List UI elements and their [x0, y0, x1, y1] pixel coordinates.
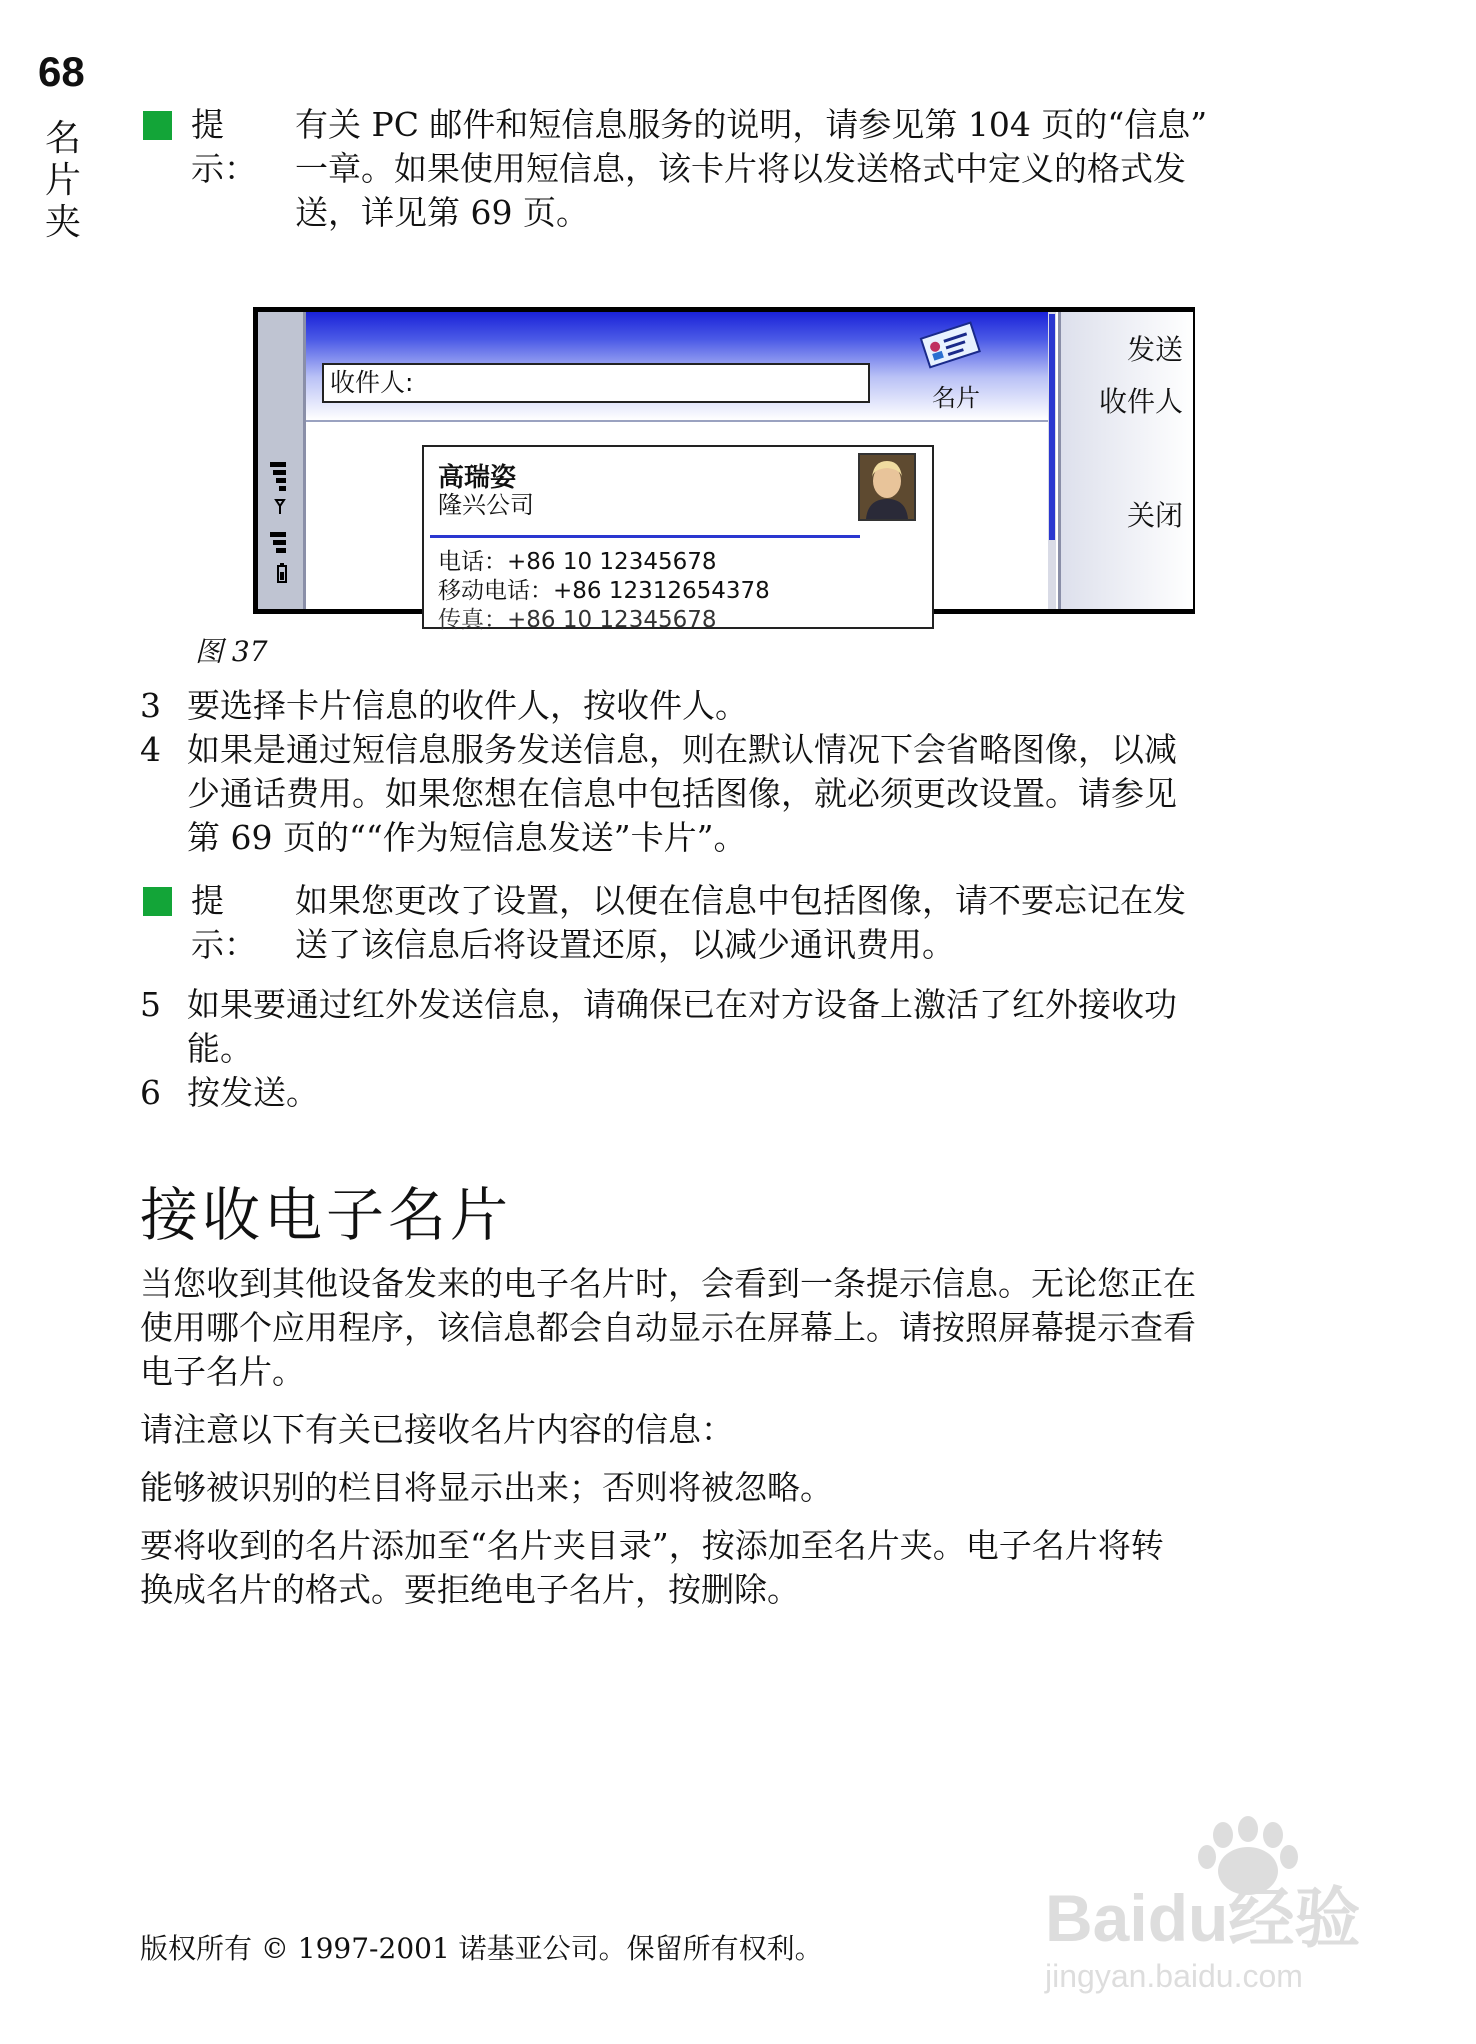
contact-fax: 传真：+86 10 12345678 [438, 607, 717, 633]
chapter-side-label: 名片夹 [44, 118, 81, 243]
recipient-button[interactable]: 收件人 [1098, 385, 1183, 418]
contact-mobile: 移动电话：+86 12312654378 [438, 578, 770, 604]
step-text: 少通话费用。如果您想在信息中包括图像，就必须更改设置。请参见 [187, 774, 1177, 813]
step-number: 3 [140, 686, 161, 725]
tip-marker-icon [143, 111, 172, 140]
paragraph-text-part: 。 [767, 1570, 800, 1609]
section-title: 接收电子名片 [140, 1181, 513, 1249]
contact-photo [858, 453, 916, 521]
paragraph-2 [140, 1408, 734, 1452]
step-number: 4 [140, 730, 161, 769]
contact-card [422, 445, 934, 633]
tip-label: 提示： [191, 105, 257, 188]
step-6 [140, 1071, 319, 1115]
contact-name: 高瑞姿 [438, 463, 517, 493]
step-number: 6 [140, 1073, 161, 1112]
ui-term: 发送 [220, 1073, 286, 1112]
watermark-brand: Baidu经验 [1045, 1881, 1361, 1955]
step-4 [140, 728, 1177, 860]
status-bar [258, 312, 306, 609]
step-text [187, 684, 748, 728]
copyright-footer: 版权所有 © 1997-2001 诺基亚公司。保留所有权利。 [140, 1932, 823, 1965]
message-header [306, 312, 1048, 422]
baidu-watermark-icon [1045, 1815, 1395, 1995]
ui-term: 删除 [701, 1570, 767, 1609]
send-button[interactable]: 发送 [1126, 333, 1183, 366]
paragraph-line: 使用哪个应用程序，该信息都会自动显示在屏幕上。请按照屏幕提示查看 [140, 1308, 1196, 1347]
battery-level-icon [268, 530, 292, 586]
paragraph-4 [140, 1524, 1164, 1612]
step-text-part: 按 [187, 1073, 220, 1112]
paragraph-3 [140, 1466, 833, 1510]
step-text: 如果要通过红外发送信息，请确保已在对方设备上激活了红外接收功 [187, 985, 1177, 1024]
paragraph-line [140, 1524, 1164, 1568]
step-text-part: 。 [715, 686, 748, 725]
tip-line: 如果您更改了设置，以便在信息中包括图像，请不要忘记在发 [295, 881, 1186, 920]
contact-separator [430, 535, 860, 538]
step-text [187, 1071, 319, 1115]
business-card-icon [918, 322, 982, 366]
page-number: 68 [38, 48, 85, 95]
paragraph-line [140, 1568, 1164, 1612]
paragraph-1 [140, 1262, 1196, 1394]
step-5 [140, 983, 1177, 1071]
watermark-url: jingyan.baidu.com [1045, 1958, 1303, 1994]
step-text: 第 69 页的““作为短信息发送”卡片”。 [187, 818, 747, 857]
paragraph-text-part: 换成名片的格式。要拒绝电子名片，按 [140, 1570, 701, 1609]
scrollbar[interactable] [1048, 312, 1056, 609]
contact-phone: 电话：+86 10 12345678 [438, 549, 717, 575]
figure-caption: 图 37 [195, 635, 268, 668]
message-area [306, 312, 1048, 633]
paragraph-line: 能够被识别的栏目将显示出来；否则将被忽略。 [140, 1468, 833, 1507]
contact-company: 隆兴公司 [438, 491, 534, 519]
ui-term: 收件人 [616, 686, 715, 725]
tip-marker-icon [143, 887, 172, 916]
tip-line: 有关 PC 邮件和短信息服务的说明，请参见第 104 页的“信息” [295, 105, 1208, 144]
step-text-part: 。 [286, 1073, 319, 1112]
step-number: 5 [140, 985, 161, 1024]
tip-label: 提示： [191, 881, 257, 964]
paragraph-line: 请注意以下有关已接收名片内容的信息： [140, 1410, 734, 1449]
paragraph-line: 电子名片。 [140, 1352, 305, 1391]
step-text-part: 要选择卡片信息的收件人，按 [187, 686, 616, 725]
tip-line: 一章。如果使用短信息，该卡片将以发送格式中定义的格式发 [295, 149, 1186, 188]
tip-line: 送，详见第 69 页。 [295, 193, 589, 232]
ui-term: 添加至名片夹 [734, 1526, 933, 1565]
step-text: 如果是通过短信息服务发送信息，则在默认情况下会省略图像，以减 [187, 730, 1177, 769]
close-button[interactable]: 关闭 [1126, 499, 1183, 532]
paragraph-text-part: 要将收到的名片添加至“名片夹目录”，按 [140, 1526, 735, 1565]
business-card-send-screen [253, 307, 1195, 633]
business-card-icon-label: 名片 [932, 384, 980, 412]
paragraph-text-part: 。电子名片将转 [932, 1526, 1164, 1565]
step-3 [140, 684, 748, 728]
scrollbar-thumb[interactable] [1049, 314, 1055, 540]
signal-strength-icon [268, 460, 292, 516]
tip-line: 送了该信息后将设置还原，以减少通讯费用。 [295, 925, 955, 964]
paragraph-line: 当您收到其他设备发来的电子名片时，会看到一条提示信息。无论您正在 [140, 1264, 1196, 1303]
command-button-area [1058, 312, 1193, 609]
recipient-input[interactable]: 收件人: [322, 363, 870, 403]
person-photo-icon [860, 455, 914, 519]
step-text: 能。 [187, 1029, 253, 1068]
